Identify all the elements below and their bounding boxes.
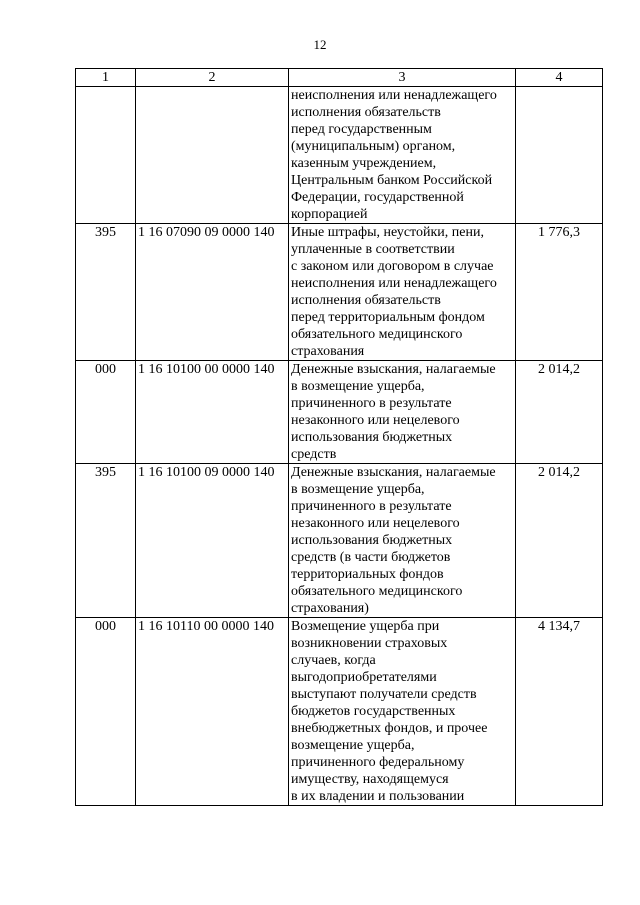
budget-classification-code-cell (136, 87, 289, 224)
revenue-name-line: в возмещение ущерба, (291, 482, 425, 497)
revenue-name-line: внебюджетных фондов, и прочее (291, 721, 488, 736)
revenue-name-cell (289, 464, 516, 618)
budget-classification-code-cell: 1 16 10100 00 0000 140 (136, 361, 289, 464)
revenue-name-line: неисполнения или ненадлежащего (291, 88, 497, 103)
revenue-name-line: причиненного федеральному (291, 755, 465, 770)
revenue-name-line: обязательного медицинского (291, 327, 463, 342)
revenue-name-line: казенным учреждением, (291, 156, 437, 171)
revenue-name-line: территориальных фондов (291, 567, 444, 582)
revenue-name-line: средств (291, 447, 337, 462)
column-header-3: 3 (289, 69, 516, 87)
revenue-name-line: возмещение ущерба, (291, 738, 415, 753)
table-header-row (76, 69, 603, 87)
revenue-name-line: средств (в части бюджетов (291, 550, 451, 565)
revenue-name-line: причиненного в результате (291, 499, 452, 514)
revenue-name-cell (289, 87, 516, 224)
revenue-name-line: исполнения обязательств (291, 293, 441, 308)
revenue-name-line: перед территориальным фондом (291, 310, 485, 325)
revenue-name-cell (289, 618, 516, 806)
revenue-name-line: неисполнения или ненадлежащего (291, 276, 497, 291)
amount-cell: 4 134,7 (516, 618, 603, 806)
revenue-name-line: Иные штрафы, неустойки, пени, (291, 225, 484, 240)
amount-cell: 1 776,3 (516, 224, 603, 361)
revenue-name-cell (289, 224, 516, 361)
table-row (76, 87, 603, 224)
table-row (76, 361, 603, 464)
revenue-name-line: бюджетов государственных (291, 704, 456, 719)
column-header-1: 1 (76, 69, 136, 87)
revenue-name-line: в их владении и пользовании (291, 789, 465, 804)
admin-code-cell: 000 (76, 618, 136, 806)
admin-code-cell: 395 (76, 224, 136, 361)
revenue-name-line: перед государственным (291, 122, 432, 137)
revenue-name-line: Центральным банком Российской (291, 173, 493, 188)
revenue-name-line: обязательного медицинского (291, 584, 463, 599)
amount-cell: 2 014,2 (516, 361, 603, 464)
admin-code-cell (76, 87, 136, 224)
revenue-name-line: корпорацией (291, 207, 368, 222)
revenue-name-line: Денежные взыскания, налагаемые (291, 362, 496, 377)
admin-code-cell: 395 (76, 464, 136, 618)
revenue-name-line: выступают получатели средств (291, 687, 477, 702)
budget-classification-code-cell: 1 16 10100 09 0000 140 (136, 464, 289, 618)
revenue-name-line: причиненного в результате (291, 396, 452, 411)
amount-cell (516, 87, 603, 224)
revenue-name-line: страхования (291, 344, 365, 359)
revenue-name-cell (289, 361, 516, 464)
budget-classification-code-cell: 1 16 07090 09 0000 140 (136, 224, 289, 361)
revenue-name-line: уплаченные в соответствии (291, 242, 455, 257)
table-row (76, 224, 603, 361)
revenue-name-line: имуществу, находящемуся (291, 772, 449, 787)
revenue-name-line: страхования) (291, 601, 369, 616)
budget-revenue-table (75, 68, 603, 806)
revenue-name-line: незаконного или нецелевого (291, 516, 460, 531)
revenue-name-line: выгодоприобретателями (291, 670, 437, 685)
page-number: 12 (313, 37, 327, 52)
revenue-name-line: в возмещение ущерба, (291, 379, 425, 394)
revenue-name-line: Денежные взыскания, налагаемые (291, 465, 496, 480)
budget-classification-code-cell: 1 16 10110 00 0000 140 (136, 618, 289, 806)
revenue-name-line: возникновении страховых (291, 636, 448, 651)
column-header-4: 4 (516, 69, 603, 87)
revenue-name-line: случаев, когда (291, 653, 376, 668)
table-row (76, 618, 603, 806)
revenue-name-line: (муниципальным) органом, (291, 139, 456, 154)
revenue-name-line: исполнения обязательств (291, 105, 441, 120)
admin-code-cell: 000 (76, 361, 136, 464)
table-row (76, 464, 603, 618)
revenue-name-line: незаконного или нецелевого (291, 413, 460, 428)
column-header-2: 2 (136, 69, 289, 87)
revenue-name-line: Возмещение ущерба при (291, 619, 440, 634)
revenue-name-line: использования бюджетных (291, 430, 453, 445)
revenue-name-line: с законом или договором в случае (291, 259, 494, 274)
revenue-name-line: использования бюджетных (291, 533, 453, 548)
amount-cell: 2 014,2 (516, 464, 603, 618)
revenue-name-line: Федерации, государственной (291, 190, 464, 205)
